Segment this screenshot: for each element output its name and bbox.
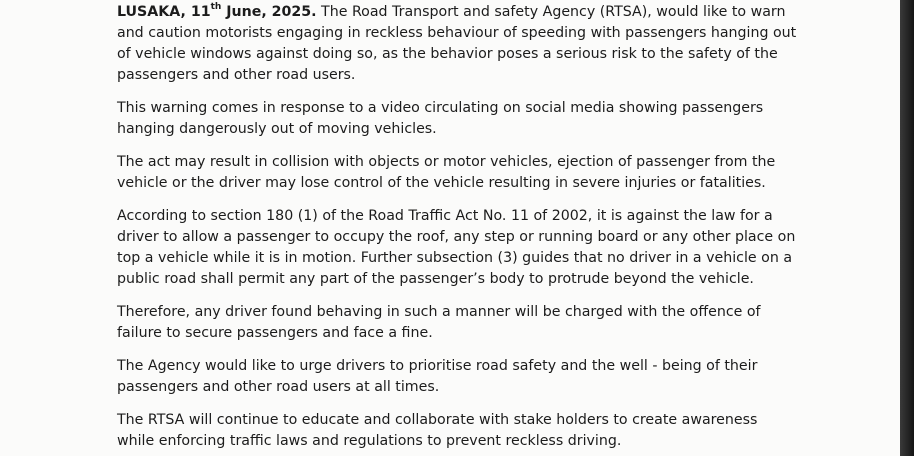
dateline xyxy=(117,4,317,20)
dateline-day-suffix: th xyxy=(210,2,222,13)
dateline-text: The Road Transport and safety Agency (RTSA), would like to warn and caution motorists engaging in reckless behaviour of speeding with passengers hanging out of vehicle windows against doing so, as the behavior poses a serious risk to the safety of the passengers and other road users. xyxy=(117,4,797,83)
paragraph-penalty: Therefore, any driver found behaving in such a manner will be charged with the offence of failure to secure passengers and face a fine. xyxy=(117,304,761,341)
page-edge-shadow xyxy=(900,0,914,456)
paragraph-risks: The act may result in collision with objects or motor vehicles, ejection of passenger from the vehicle or the driver may lose control of the vehicle resulting in severe injuries or fatalities. xyxy=(117,154,776,191)
paragraph-awareness: The RTSA will continue to educate and collaborate with stake holders to create awareness while enforcing traffic laws and regulations to prevent reckless driving. xyxy=(117,412,758,449)
paragraph-warning: This warning comes in response to a video circulating on social media showing passengers hanging dangerously out of moving vehicles. xyxy=(117,100,764,137)
paragraph-urge: The Agency would like to urge drivers to prioritise road safety and the well - being of their passengers and other road users at all times. xyxy=(117,358,758,395)
dateline-date: June, 2025. xyxy=(221,4,317,20)
document-body xyxy=(117,2,797,456)
dateline-paragraph xyxy=(117,2,797,86)
dateline-city: LUSAKA, 11 xyxy=(117,4,211,20)
paragraph-law: According to section 180 (1) of the Road Traffic Act No. 11 of 2002, it is against the law for a driver to allow a passenger to occupy the roof, any step or running board or any other place on top a vehicle while it is in motion. Further subsection (3) guides that no driver in a vehicle on a public road shall permit any part of the passenger’s body to protrude beyond the vehicle. xyxy=(117,208,796,287)
